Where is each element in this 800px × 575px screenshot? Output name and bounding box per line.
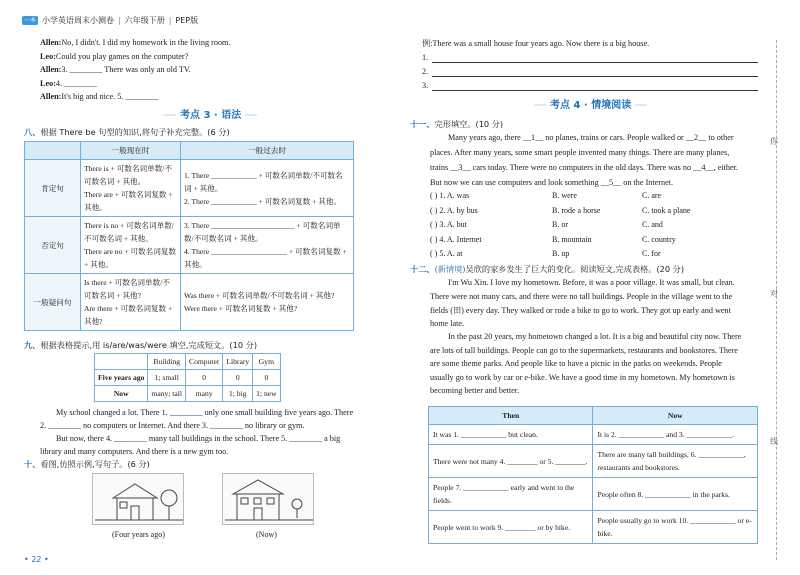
option-question[interactable]: ( ) 5. A. at [430,249,463,258]
section-3-title: 考点 3 · 语法 [160,106,261,121]
then-now-cell[interactable]: There were not many 4. ________ or 5. ________. [429,445,593,478]
page-number: • 22 • [24,555,49,564]
passage-line: My school changed a lot. There 1. ________ only one small building five years ago. There [56,408,354,417]
reading-passage-line: fields (田) every day. They walked or rode a bike to go to work. They got up early and went [430,306,731,315]
cloze-passage-line: places. After many years, some smart people invented many things. There are many planes, [430,148,730,157]
house-now-image [222,473,314,525]
option-choice: B. up [552,249,570,258]
row-label: 肯定句 [25,160,81,217]
past-line: 2. There ____________ + 可数名词复数 + 其他。 [184,196,342,206]
option-question[interactable]: ( ) 3. A. but [430,220,467,229]
past-line: Was there + 可数名词单数/不可数名词 + 其他? [184,291,335,300]
there-be-grammar-table [24,141,354,331]
table-header: Gym [253,354,280,370]
past-cell [181,217,354,274]
sidebar-char: 对 [770,289,778,298]
past-cell [181,274,354,331]
answer-line-number: 1. [422,53,429,62]
sidebar-char: 线 [770,437,778,446]
passage-line: But now, there 4. ________ many tall buildings in the school. There 5. ________ a big [56,434,341,443]
reading-passage-line: home late. [430,318,465,328]
col-header-then: Then [429,407,593,425]
present-line: There is + 可数名词单数/不可数名词 + 其他。 [84,164,173,186]
option-choice: C. for [642,249,661,258]
option-choice: B. mountain [552,234,592,244]
option-choice: C. are [642,191,662,200]
dialogue-text: No, I didn't. I did my homework in the living room. [61,38,231,47]
grade-label: 六年级下册 [124,15,165,25]
answer-blank[interactable] [432,62,758,63]
example-sentence: 例:There was a small house four years ago. Now there is a big house. [422,39,650,48]
big-house-drawing [223,474,315,526]
header: 一本 小学英语周末小测卷 | 六年级下册 | PEP版 [23,15,199,25]
reading-passage-line: In the past 20 years, my hometown changed a lot. It is a big and beautiful city now. There [448,332,742,341]
past-line: 4. There ____________________ + 可数名词复数 + 其他。 [184,247,347,269]
past-cell [181,160,354,217]
then-now-cell[interactable]: People usually go to work 10. ____________ or e-bike. [593,511,758,544]
col-header-now: Now [593,407,758,425]
then-now-row [429,425,758,445]
passage-line: 2. ________ no computers or Internet. And there 3. ________ no library or gym. [40,421,305,430]
table-header [95,354,148,370]
grammar-row [25,274,354,331]
row-label: 一般疑问句 [25,274,81,331]
cloze-passage-line: Many years ago, there __1__ no planes, trains or cars. People walked or __2__ to other [448,133,734,142]
table-row [95,370,281,386]
then-now-cell[interactable]: It was 1. ____________ but clean. [429,425,593,445]
option-choice: B. were [552,191,577,200]
table-header: Building [148,354,186,370]
table-cell: Now [95,386,148,402]
option-choice: B. rode a horse [552,205,601,215]
option-choice: C. took a plane [642,205,691,215]
then-now-row [429,478,758,511]
past-line: 3. There ______________________ + 可数名词单数/不可数名词 + 其他。 [184,221,341,243]
dialogue-text: 3. ________ There was only an old TV. [61,65,191,74]
cloze-passage-line: But now we can use computers and look something __5__ on the Internet. [430,178,674,187]
option-question[interactable]: ( ) 2. A. by bus [430,205,478,215]
dialogue-line [40,52,188,61]
table-cell: 0 [253,370,280,386]
dialogue-text: It's big and nice. 5. ________ [61,92,159,101]
table-cell: many; tall [148,386,186,402]
book-title: 小学英语周末小测卷 [42,15,114,25]
reading-passage-line: becoming better and better. [430,386,520,395]
present-line: Are there + 可数名词复数 + 其他? [84,304,173,326]
table-cell: 1; big [223,386,253,402]
then-now-cell[interactable]: People went to work 9. ________ or by bike. [429,511,593,544]
present-line: There are no + 可数名词复数 + 其他。 [84,247,177,269]
grammar-row [25,217,354,274]
table-cell: 0 [186,370,223,386]
past-line: 1. There ____________ + 可数名词单数/不可数名词 + 其他。 [184,170,343,193]
then-now-cell[interactable]: There are many tall buildings, 6. ____________, restaurants and bookstores. [593,445,758,478]
caption-now: (Now) [256,530,277,539]
dialogue-line [40,79,97,88]
then-now-row [429,511,758,544]
table-cell: many [186,386,223,402]
house-four-years-ago-image [92,473,184,525]
option-question[interactable]: ( ) 4. A. Internet [430,234,482,244]
then-now-cell[interactable]: It is 2. ____________ and 3. ____________. [593,425,758,445]
col-header-past: 一般过去时 [181,142,354,160]
answer-blank[interactable] [432,76,758,77]
school-change-table [94,353,281,402]
cloze-passage-line: trains __3__ cars today. There were no computers in the old days. There was no __4__, either. [430,163,738,172]
option-choice: C. and [642,220,663,229]
reading-passage-line: I'm Wu Xin. I love my hometown. Before, it was a poor village. It was small, but clean. [448,278,735,287]
brand-logo: 一本 [23,16,36,24]
speaker-name: Allen: [40,38,62,47]
dialogue-text: Could you play games on the computer? [55,51,189,61]
edition-label: PEP版 [175,15,199,25]
reading-passage-line: usually go to work by car or e-bike. We have a good time in my hometown. My hometown is [430,372,735,382]
answer-line-number: 2. [422,67,429,76]
present-cell [81,217,181,274]
speaker-name: Leo: [40,51,56,61]
reading-passage-line: are lots of tall buildings. People can go to the supermarkets, restaurants and bookstores. There [430,345,738,355]
speaker-name: Leo: [40,78,56,88]
present-line: There are + 可数名词复数 + 其他。 [84,190,173,212]
present-line: Is there + 可数名词单数/不可数名词 + 其他? [84,278,170,300]
col-header-present: 一般现在时 [81,142,181,160]
table-cell: 1; new [253,386,280,402]
q8-heading: 八、根据 There be 句型的知识,将句子补充完整。(6 分) [24,127,230,137]
table-cell: Five years ago [95,370,148,386]
option-question[interactable]: ( ) 1. A. was [430,191,470,200]
dialogue-line [40,38,230,47]
present-cell [81,274,181,331]
present-cell [81,160,181,217]
passage-line: library and many computers. And there is a new gym too. [40,447,229,456]
binding-line [776,40,777,560]
table-header: Computer [186,354,223,370]
reading-passage-line: are some theme parks. And people like to have a picnic in the parks on weekends. People [430,359,722,368]
option-choice: B. or [552,220,568,229]
speaker-name: Allen: [40,92,62,101]
sidebar-char: 你 [770,137,778,146]
table-row [95,386,281,402]
then-now-table [428,406,758,544]
caption-four-years-ago: (Four years ago) [112,530,165,539]
q12-heading: 十二、(新情境)吴欣的家乡发生了巨大的变化。阅读短文,完成表格。(20 分) [410,264,685,274]
row-label: 否定句 [25,217,81,274]
speaker-name: Allen: [40,65,62,74]
q10-heading: 十、看图,仿照示例,写句子。(6 分) [24,459,150,469]
option-choice: C. country [642,234,676,244]
present-line: There is no + 可数名词单数/不可数名词 + 其他。 [84,221,174,243]
answer-line-number: 3. [422,81,429,90]
answer-blank[interactable] [432,90,758,91]
q11-heading: 十一、完形填空。(10 分) [410,119,504,129]
table-header: Library [223,354,253,370]
table-cell: 0 [223,370,253,386]
dialogue-text: 4. ________ [55,78,97,88]
then-now-cell[interactable]: People often 8. ____________ in the parks. [593,478,758,511]
q9-heading: 九、根据表格提示,用 is/are/was/were 填空,完成短文。(10 分) [24,340,258,350]
then-now-row [429,445,758,478]
table-cell: 1; small [148,370,186,386]
dialogue-line [40,92,158,101]
past-line: Were there + 可数名词复数 + 其他? [184,304,298,313]
small-house-drawing [93,474,185,526]
grammar-row [25,160,354,217]
dialogue-line [40,65,191,74]
reading-passage-line: There were not many cars, and there were no tall buildings. People in the village went to the [430,291,733,301]
section-4-title: 考点 4 · 情境阅读 [530,96,651,111]
then-now-cell[interactable]: People 7. ____________ early and went to the fields. [429,478,593,511]
